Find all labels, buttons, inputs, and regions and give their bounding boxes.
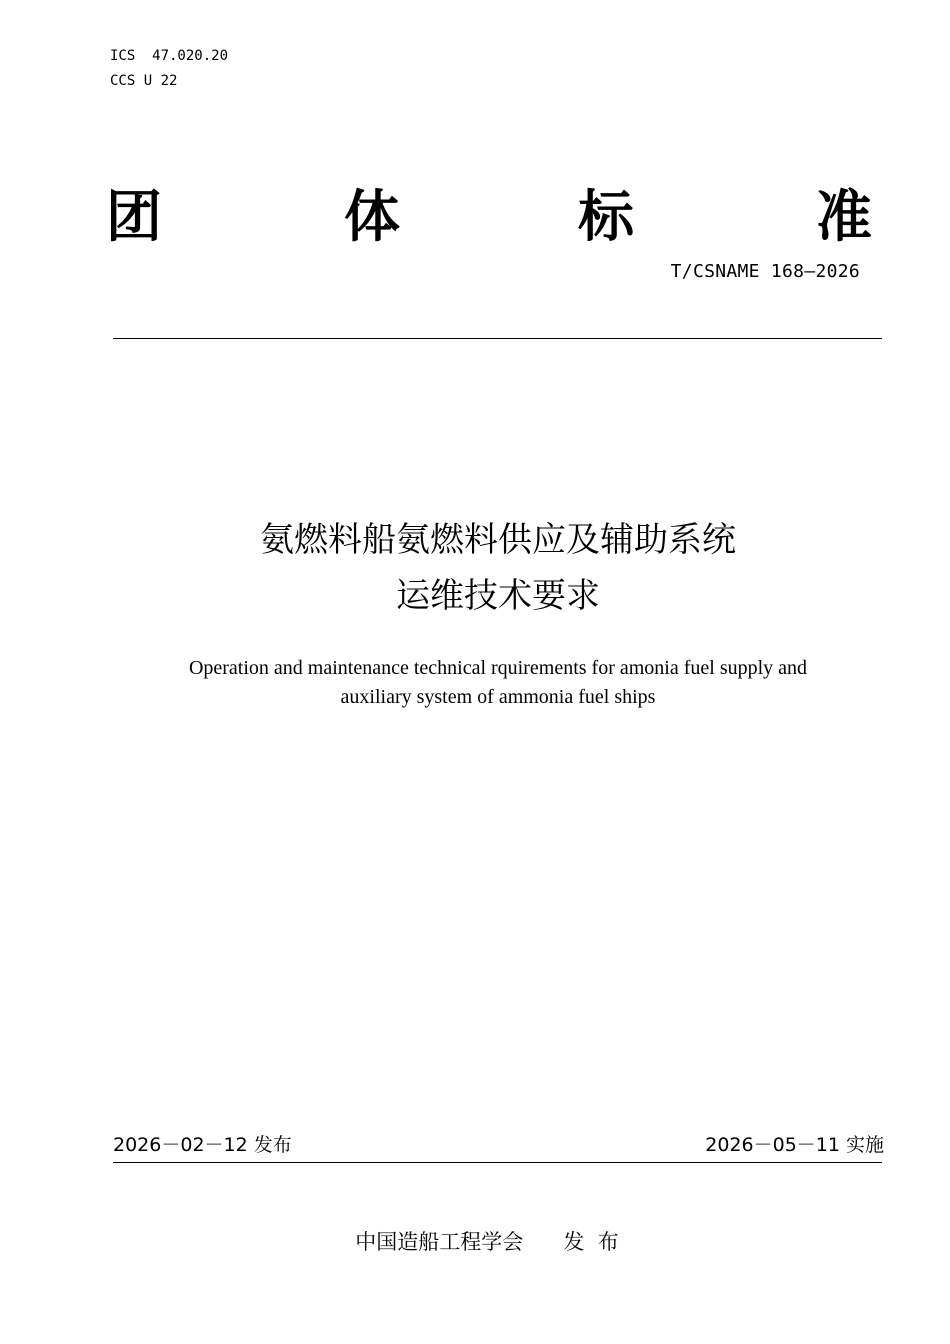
implementation-date: 2026－05－11 实施	[705, 1134, 884, 1156]
top-divider	[113, 338, 882, 339]
title-en-line-2: auxiliary system of ammonia fuel ships	[340, 686, 656, 708]
heading-char-3: 标	[578, 185, 634, 250]
bottom-divider	[113, 1162, 882, 1163]
publisher: 中国造船工程学会 发 布	[355, 1230, 619, 1254]
ccs-code: CCS U 22	[110, 73, 178, 89]
title-en-line-1: Operation and maintenance technical rquirements for amonia fuel supply and	[188, 657, 808, 679]
heading-char-4: 准	[816, 185, 872, 250]
ics-code: ICS 47.020.20	[110, 48, 229, 64]
heading-char-2: 体	[344, 185, 400, 250]
title-zh-line-1: 氨燃料船氨燃料供应及辅助系统	[260, 520, 736, 560]
standard-number: T/CSNAME 168—2026	[670, 261, 860, 282]
title-zh-line-2: 运维技术要求	[396, 576, 600, 616]
heading-char-1: 团	[106, 185, 162, 250]
issue-date: 2026－02－12 发布	[113, 1134, 292, 1156]
